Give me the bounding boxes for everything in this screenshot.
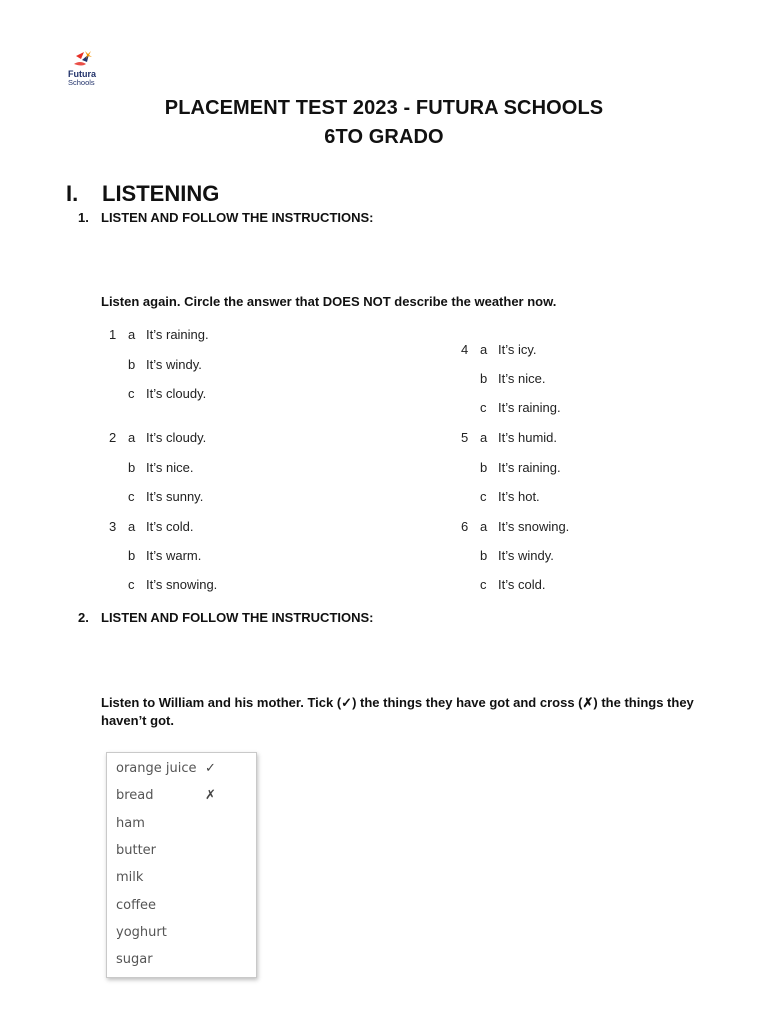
- tick-cross-box: [106, 752, 257, 978]
- question-option: [109, 519, 193, 534]
- option-letter: a: [128, 430, 136, 445]
- question-option: [128, 489, 203, 504]
- question-option: [109, 327, 209, 342]
- tick-mark: ✓: [205, 761, 216, 776]
- question-number: 2: [109, 430, 117, 445]
- option-letter: b: [128, 548, 136, 563]
- page-subtitle: 6TO GRADO: [324, 126, 444, 148]
- option-text: It’s cloudy.: [146, 386, 207, 401]
- item-label: ham: [116, 816, 145, 831]
- question-number: 4: [461, 342, 469, 357]
- section-title: LISTENING: [102, 181, 220, 206]
- option-letter: b: [480, 460, 488, 475]
- section-heading: [66, 181, 219, 207]
- option-text: It’s raining.: [498, 460, 561, 475]
- logo-text-schools: Schools: [68, 78, 95, 87]
- question-option: [461, 519, 569, 534]
- question-option: [480, 400, 561, 415]
- part1-number: 1.: [78, 210, 89, 225]
- option-text: It’s raining.: [146, 327, 209, 342]
- option-letter: c: [480, 489, 487, 504]
- part1-instruction: Listen again. Circle the answer that DOES NOT describe the weather now.: [101, 294, 557, 309]
- question-option: [480, 371, 545, 386]
- item-label: bread: [116, 788, 154, 803]
- part2-heading-text: LISTEN AND FOLLOW THE INSTRUCTIONS:: [101, 610, 374, 625]
- option-text: It’s snowing.: [498, 519, 570, 534]
- option-letter: b: [480, 548, 488, 563]
- section-number: I.: [66, 181, 79, 206]
- question-number: 1: [109, 327, 117, 342]
- question-option: [480, 489, 540, 504]
- question-option: [480, 460, 561, 475]
- option-letter: a: [480, 519, 488, 534]
- option-text: It’s icy.: [498, 342, 537, 357]
- part1-heading: [78, 210, 374, 225]
- question-option: [109, 430, 206, 445]
- item-label: milk: [116, 870, 144, 885]
- question-option: [128, 460, 193, 475]
- item-label: sugar: [116, 952, 153, 967]
- option-letter: b: [128, 357, 136, 372]
- option-text: It’s cold.: [146, 519, 194, 534]
- option-text: It’s raining.: [498, 400, 561, 415]
- option-letter: a: [128, 519, 136, 534]
- item-label: butter: [116, 843, 157, 858]
- page-title: PLACEMENT TEST 2023 - FUTURA SCHOOLS: [164, 97, 604, 119]
- option-letter: c: [128, 489, 135, 504]
- option-letter: c: [480, 577, 487, 592]
- option-letter: b: [480, 371, 488, 386]
- question-option: [480, 548, 554, 563]
- question-number: 5: [461, 430, 469, 445]
- question-option: [128, 357, 202, 372]
- item-label: coffee: [116, 898, 157, 913]
- option-text: It’s windy.: [146, 357, 202, 372]
- question-option: [128, 548, 201, 563]
- question-option: [128, 386, 206, 401]
- item-label: orange juice: [116, 761, 197, 776]
- question-option: [461, 430, 557, 445]
- question-number: 6: [461, 519, 469, 534]
- option-text: It’s humid.: [498, 430, 558, 445]
- option-letter: c: [128, 386, 135, 401]
- part2-heading: [78, 610, 374, 625]
- option-text: It’s sunny.: [146, 489, 204, 504]
- option-text: It’s nice.: [498, 371, 546, 386]
- option-letter: a: [480, 342, 488, 357]
- question-number: 3: [109, 519, 117, 534]
- option-text: It’s nice.: [146, 460, 194, 475]
- option-letter: a: [128, 327, 136, 342]
- option-text: It’s snowing.: [146, 577, 218, 592]
- part2-instruction: Listen to William and his mother. Tick (✓) the things they have got and cross (✗) the things they haven’t got.: [101, 695, 694, 728]
- part1-heading-text: LISTEN AND FOLLOW THE INSTRUCTIONS:: [101, 210, 374, 225]
- option-text: It’s windy.: [498, 548, 554, 563]
- logo-text-futura: Futura: [68, 69, 96, 79]
- question-option: [128, 577, 217, 592]
- option-letter: c: [128, 577, 135, 592]
- question-option: [461, 342, 537, 357]
- cross-mark: ✗: [205, 788, 216, 803]
- option-text: It’s hot.: [498, 489, 540, 504]
- option-letter: c: [480, 400, 487, 415]
- item-label: yoghurt: [116, 925, 167, 940]
- question-option: [480, 577, 545, 592]
- option-letter: b: [128, 460, 136, 475]
- option-letter: a: [480, 430, 488, 445]
- option-text: It’s cloudy.: [146, 430, 207, 445]
- option-text: It’s cold.: [498, 577, 546, 592]
- part2-number: 2.: [78, 610, 89, 625]
- option-text: It’s warm.: [146, 548, 202, 563]
